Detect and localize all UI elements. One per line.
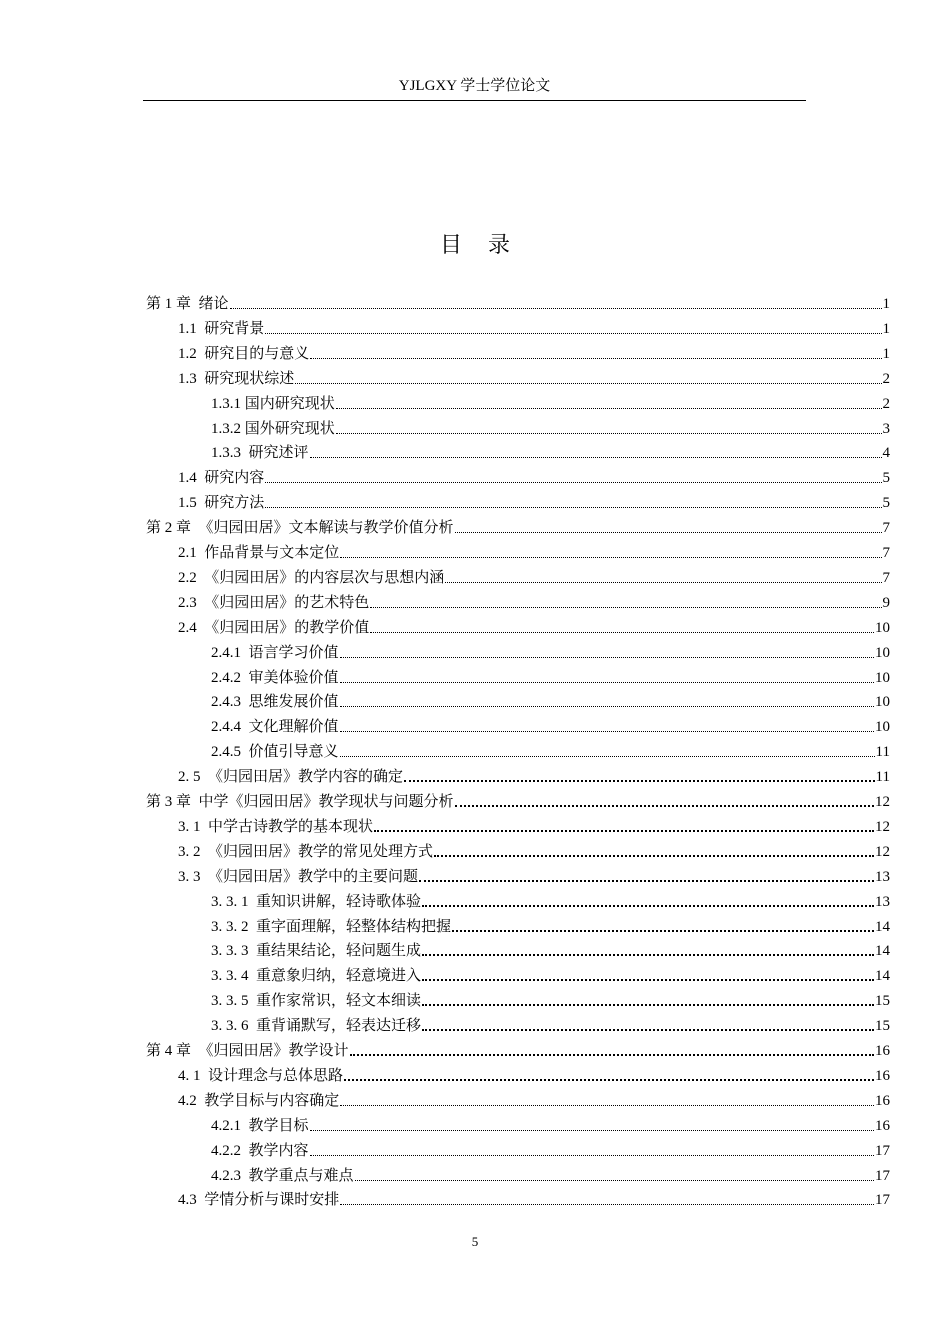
toc-entry-label: 第 4 章 《归园田居》教学设计 [146, 1043, 349, 1059]
toc-entry[interactable] [178, 365, 890, 389]
toc-leader-dots [374, 829, 874, 832]
toc-leader-dots [230, 307, 882, 309]
toc-entry-page: 11 [875, 769, 890, 786]
toc-entry[interactable] [178, 763, 890, 787]
toc-entry-label: 2.4.1 语言学习价值 [211, 644, 339, 661]
toc-entry-page: 14 [875, 943, 890, 960]
toc-leader-dots [350, 1053, 874, 1056]
toc-leader-dots [422, 904, 874, 907]
toc-entry-label: 2.1 作品背景与文本定位 [178, 545, 340, 561]
toc-leader-dots [336, 407, 882, 409]
toc-leader-dots [404, 779, 875, 782]
toc-entry-label: 4.2.2 教学内容 [211, 1142, 309, 1159]
toc-leader-dots [310, 1154, 874, 1156]
toc-leader-dots [265, 332, 881, 334]
toc-entry-page: 9 [882, 594, 890, 611]
toc-leader-dots [340, 1203, 874, 1205]
toc-entry-page: 15 [875, 993, 890, 1010]
toc-leader-dots [336, 432, 882, 434]
toc-entry-page: 17 [875, 1142, 890, 1159]
toc-leader-dots [434, 854, 874, 857]
toc-entry-page: 10 [875, 669, 890, 686]
toc-leader-dots [422, 1028, 874, 1031]
toc-entry[interactable] [178, 863, 890, 887]
toc-entry-label: 2.4 《归园田居》的教学价值 [178, 619, 370, 636]
toc-leader-dots [265, 481, 881, 483]
toc-entry-label: 4.2 教学目标与内容确定 [178, 1092, 340, 1109]
toc-leader-dots [355, 1179, 874, 1181]
toc-entry-label: 1.2 研究目的与意义 [178, 345, 310, 362]
toc-entry-label: 第 2 章 《归园田居》文本解读与教学价值分析 [146, 520, 454, 537]
toc-entry-label: 2.4.2 审美体验价值 [211, 669, 339, 686]
toc-leader-dots [455, 804, 874, 807]
toc-leader-dots [452, 929, 874, 932]
running-header: YJLGXY 学士学位论文 [398, 78, 551, 94]
toc-entry[interactable] [211, 639, 890, 663]
toc-entry[interactable] [178, 340, 890, 364]
toc-entry-page: 3 [882, 420, 890, 437]
toc-entry-page: 14 [875, 968, 890, 985]
page-number: 5 [471, 1234, 479, 1249]
toc-entry[interactable] [178, 614, 890, 638]
toc-entry[interactable] [178, 1087, 890, 1111]
toc-entry-page: 2 [882, 395, 890, 412]
toc-entry-label: 1.1 研究背景 [178, 320, 265, 337]
toc-entry-page: 5 [882, 495, 890, 512]
toc-entry[interactable] [211, 1112, 890, 1136]
toc-leader-dots [340, 556, 881, 558]
toc-leader-dots [344, 1078, 874, 1081]
toc-title: 目录 [439, 232, 536, 257]
toc-entry-page: 12 [875, 818, 890, 835]
toc-leader-dots [445, 581, 881, 583]
toc-entry[interactable] [178, 589, 890, 613]
toc-entry-label: 1.3.3 研究述评 [211, 445, 309, 462]
toc-entry-label: 1.3.1 国内研究现状 [211, 395, 335, 412]
toc-leader-dots [419, 879, 874, 882]
toc-entry-page: 7 [882, 520, 890, 537]
toc-leader-dots [422, 1003, 874, 1006]
toc-entry-label: 2.2 《归园田居》的内容层次与思想内涵 [178, 569, 445, 586]
toc-leader-dots [455, 531, 882, 533]
toc-entry-label: 3. 3. 6 重背诵默写，轻表达迁移 [211, 1018, 422, 1035]
toc-entry[interactable] [178, 564, 890, 588]
toc-entry-page: 16 [875, 1117, 890, 1134]
toc-entry-page: 14 [875, 918, 890, 935]
toc-entry[interactable] [211, 888, 890, 912]
toc-entry[interactable] [211, 1137, 890, 1161]
toc-entry[interactable] [211, 962, 890, 986]
toc-entry-page: 13 [875, 868, 890, 885]
toc-entry-label: 2.4.5 价值引导意义 [211, 744, 339, 761]
toc-entry[interactable] [211, 688, 890, 712]
toc-leader-dots [340, 656, 874, 658]
toc-entry[interactable] [146, 514, 890, 538]
toc-entry-page: 5 [882, 470, 890, 487]
toc-entry-label: 4.2.1 教学目标 [211, 1117, 309, 1134]
toc-entry-label: 3. 3. 3 重结果结论，轻问题生成 [211, 943, 422, 960]
toc-entry-page: 16 [875, 1092, 890, 1109]
toc-entry-page: 12 [875, 794, 890, 810]
toc-entry-label: 2.4.4 文化理解价值 [211, 719, 339, 736]
toc-entry-page: 11 [875, 744, 890, 761]
toc-entry-page: 17 [875, 1192, 890, 1209]
toc-entry[interactable] [178, 1062, 890, 1086]
toc-leader-dots [340, 681, 874, 683]
toc-entry[interactable] [211, 987, 890, 1011]
header-rule [143, 100, 806, 101]
toc-entry[interactable] [211, 390, 890, 414]
toc-entry[interactable] [178, 1186, 890, 1210]
toc-entry[interactable] [178, 489, 890, 513]
toc-leader-dots [370, 631, 874, 633]
toc-entry-label: 第 1 章 绪论 [146, 296, 229, 312]
toc-leader-dots [370, 606, 881, 608]
toc-entry-page: 17 [875, 1167, 890, 1184]
toc-entry[interactable] [211, 913, 890, 937]
toc-entry-label: 4. 1 设计理念与总体思路 [178, 1067, 344, 1084]
toc-entry-page: 10 [875, 719, 890, 736]
toc-leader-dots [422, 978, 874, 981]
toc-entry[interactable] [178, 539, 890, 563]
toc-entry[interactable] [211, 738, 890, 762]
toc-entry-page: 7 [882, 545, 890, 561]
toc-entry-page: 4 [882, 445, 890, 462]
toc-entry-page: 10 [875, 694, 890, 711]
toc-entry-label: 1.5 研究方法 [178, 495, 265, 512]
toc-entry[interactable] [211, 664, 890, 688]
toc-leader-dots [340, 705, 874, 707]
toc-entry-page: 10 [875, 644, 890, 661]
toc-entry[interactable] [178, 838, 890, 862]
toc-entry-page: 13 [875, 893, 890, 910]
toc-leader-dots [340, 1104, 874, 1106]
toc-entry[interactable] [211, 1012, 890, 1036]
toc-entry-label: 第 3 章 中学《归园田居》教学现状与问题分析 [146, 794, 454, 810]
toc-leader-dots [265, 506, 881, 508]
toc-leader-dots [310, 456, 882, 458]
toc-entry[interactable] [178, 464, 890, 488]
toc-entry[interactable] [211, 1162, 890, 1186]
toc-entry-page: 7 [882, 569, 890, 586]
toc-entry-page: 10 [875, 619, 890, 636]
toc-leader-dots [310, 1129, 874, 1131]
toc-entry[interactable] [211, 415, 890, 439]
toc-entry-page: 16 [875, 1043, 890, 1059]
toc-entry-label: 3. 3. 1 重知识讲解，轻诗歌体验 [211, 893, 422, 910]
toc-entry-page: 2 [882, 370, 890, 387]
toc-leader-dots [340, 730, 874, 732]
toc-entry-label: 2. 5 《归园田居》教学内容的确定 [178, 769, 404, 786]
toc-entry-label: 3. 2 《归园田居》教学的常见处理方式 [178, 843, 434, 860]
toc-entry-label: 4.2.3 教学重点与难点 [211, 1167, 354, 1184]
toc-entry-label: 3. 1 中学古诗教学的基本现状 [178, 818, 374, 835]
toc-leader-dots [295, 382, 881, 384]
toc-entry-page: 12 [875, 843, 890, 860]
toc-entry[interactable] [211, 713, 890, 737]
toc-entry-label: 1.3.2 国外研究现状 [211, 420, 335, 437]
toc-entry[interactable] [178, 315, 890, 339]
toc-entry[interactable] [211, 439, 890, 463]
toc-entry-label: 1.3 研究现状综述 [178, 370, 295, 387]
toc-entry[interactable] [146, 290, 890, 314]
toc-entry-page: 1 [882, 320, 890, 337]
toc-entry-page: 1 [882, 345, 890, 362]
toc-entry-page: 15 [875, 1018, 890, 1035]
toc-entry[interactable] [146, 788, 890, 812]
toc-entry-label: 3. 3. 5 重作家常识，轻文本细读 [211, 993, 422, 1010]
toc-entry-label: 3. 3. 2 重字面理解，轻整体结构把握 [211, 918, 452, 935]
toc-entry-label: 2.3 《归园田居》的艺术特色 [178, 594, 370, 611]
toc-entry-label: 2.4.3 思维发展价值 [211, 694, 339, 711]
toc-leader-dots [340, 755, 875, 757]
toc-entry-page: 1 [882, 296, 890, 312]
toc-leader-dots [310, 357, 881, 359]
toc-entry-label: 3. 3. 4 重意象归纳，轻意境进入 [211, 968, 422, 985]
toc-entry-page: 16 [875, 1067, 890, 1084]
toc-entry[interactable] [178, 813, 890, 837]
toc-entry-label: 1.4 研究内容 [178, 470, 265, 487]
toc-entry-label: 3. 3 《归园田居》教学中的主要问题 [178, 868, 419, 885]
toc-entry-label: 4.3 学情分析与课时安排 [178, 1192, 340, 1209]
toc-entry[interactable] [146, 1037, 890, 1061]
toc-entry[interactable] [211, 937, 890, 961]
toc-leader-dots [422, 953, 874, 956]
